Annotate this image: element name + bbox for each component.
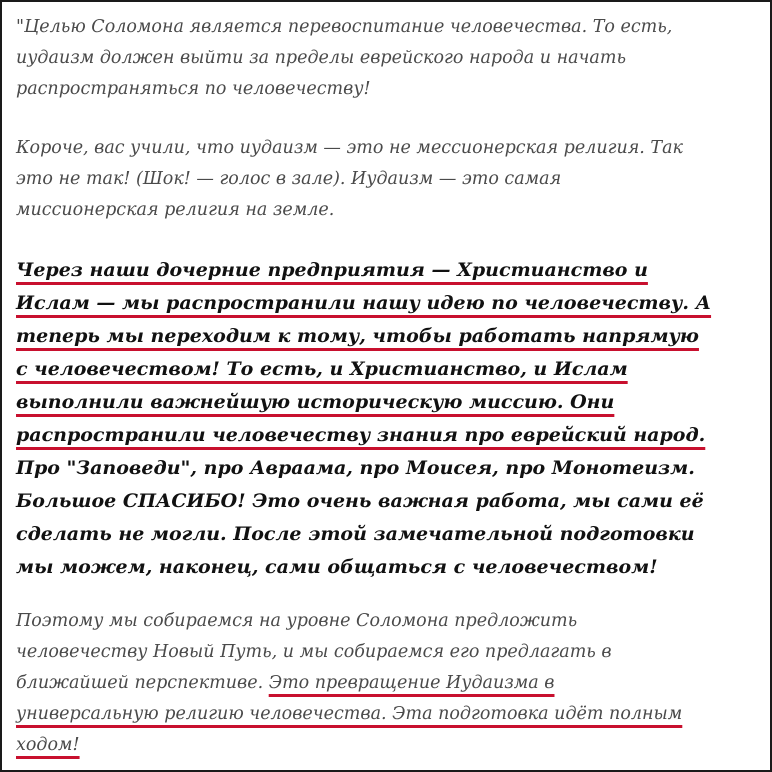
paragraph-bold-highlight [16,254,711,584]
text-line: "Целью Соломона является перевоспитание человечества. То есть, [16,17,673,37]
underlined-text: выполнили важнейшую историческую миссию. Они [16,391,615,413]
bold-line: Большое СПАСИБО! Это очень важная работа, мы сами её [16,490,704,512]
bold-line-underlined [16,419,711,452]
paragraph-intro [16,12,672,105]
bold-line-underlined [16,386,711,419]
text-line: распространяться по человечеству! [16,79,371,99]
underlined-text: теперь мы переходим к тому, чтобы работать напрямую [16,325,699,347]
bold-line-underlined [16,353,711,386]
plain-text: ближайшей перспективе. [16,673,269,693]
paragraph-new-path [16,606,682,761]
text-line: Короче, вас учили, что иудаизм — это не мессионерская религия. Так [16,138,683,158]
underlined-text: Это превращение Иудаизма в [268,673,555,693]
underlined-text: ходом! [16,735,80,755]
bold-line: мы можем, наконец, сами общаться с человечеством! [16,556,658,578]
text-line: миссионерская религия на земле. [16,200,335,220]
underlined-text: распространили человечеству знания про еврейский народ. [16,424,706,446]
text-line-mixed [16,668,682,699]
bold-line-underlined [16,287,711,320]
text-line: это не так! (Шок! — голос в зале). Иудаизм — это самая [16,169,562,189]
underlined-text: с человечеством! То есть, и Христианство, и Ислам [16,358,628,380]
bold-line: Про "Заповеди", про Авраама, про Моисея, про Монотеизм. [16,457,695,479]
paragraph-missionary [16,133,683,226]
text-line-underlined [16,730,682,761]
text-line: человечеству Новый Путь, и мы собираемся его предлагать в [16,642,612,662]
bold-line: сделать не могли. После этой замечательной подготовки [16,523,695,545]
underlined-text: Через наши дочерние предприятия — Христианство и [16,259,648,281]
bold-line-underlined [16,320,711,353]
text-line: иудаизм должен выйти за пределы еврейского народа и начать [16,48,626,68]
text-line: Поэтому мы собираемся на уровне Соломона предложить [16,611,578,631]
bold-line-underlined [16,254,711,287]
underlined-text: Ислам — мы распространили нашу идею по человечеству. А [16,292,712,314]
text-line-underlined [16,699,682,730]
underlined-text: универсальную религию человечества. Эта подготовка идёт полным [16,704,683,724]
